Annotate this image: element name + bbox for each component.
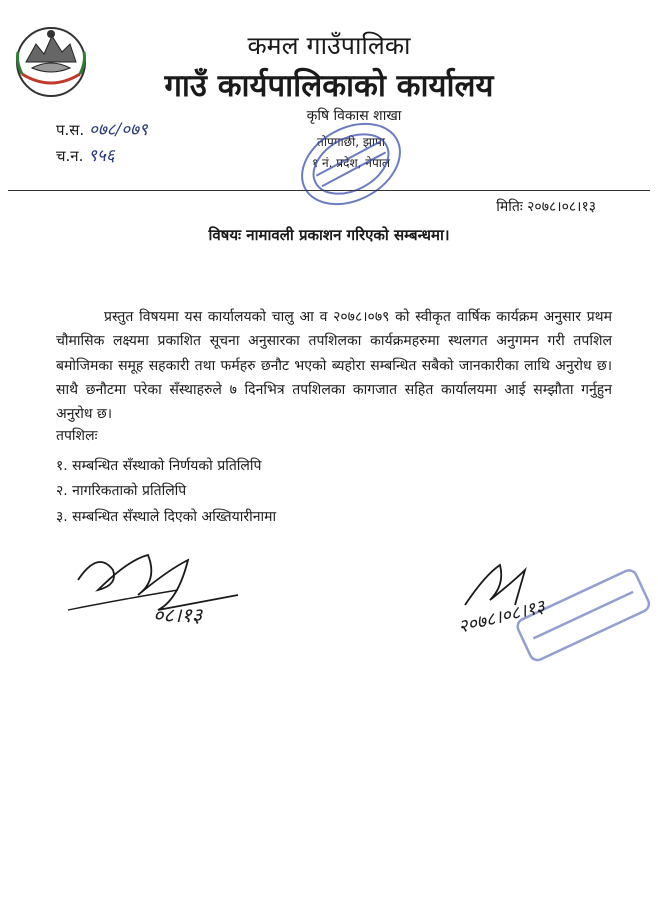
header-divider [8,190,650,191]
left-signature [58,540,248,640]
office-stamp-icon [290,112,412,216]
right-signature [455,555,595,645]
left-signature-date: ०८।१३ [153,603,203,627]
patra-value: ०७८/०७९ [88,120,148,140]
list-item: २. नागरिकताको प्रतिलिपि [56,483,187,499]
right-signature-date: २०७८।०८।१३ [456,596,548,638]
letter-date: मितिः २०७८।०८।१३ [496,199,596,215]
list-item: १. सम्बन्धित सँस्थाको निर्णयको प्रतिलिपि [56,458,262,474]
chalan-value: ९५६ [88,146,115,166]
branch-name: कृषि विकास शाखा [306,108,402,124]
office-name: गाउँ कार्यपालिकाको कार्यालय [164,68,494,104]
chalan-label: च.न. [56,147,84,165]
letter-subject: विषयः नामावली प्रकाशन गरिएको सम्बन्धमा। [208,226,450,244]
chalan-number [56,143,115,166]
body-paragraph: प्रस्तुत विषयमा यस कार्यालयको चालु आ व २०७८।०७९ को स्वीकृत वार्षिक कार्यक्रम अनुसार प्रथम चौमासिक लक्ष्यमा प्रकाशित सूचना अनुसारका तपशिलका कार्यक्रमहरुमा स्थलगत अनुगमन गरी तपशिल बमोजिमका समूह सहकारी तथा फर्महरु छनौट भएको ब्यहोरा सम्बन्धित सबैको जानकारीका लाथि अनुरोध छ। साथै छनौटमा परेका सँस्थाहरुले ७ दिनभित्र तपशिलका कागजात सहित कार्यालयमा आई सम्झौता गर्नुहुन अनुरोध छ। [56,309,612,423]
list-item: ३. सम्बन्धित सँस्थाले दिएको अख्तियारीनामा [56,509,277,525]
patra-sankhya [56,117,148,140]
municipality-name: कमल गाउँपालिका [247,31,411,60]
address-line-2: १ नं. प्रदेश, नेपाल [311,156,391,170]
list-heading: तपशिलः [56,428,98,444]
address-line-1: तोपगाछी, झापा [317,135,385,149]
patra-label: प.स. [56,121,85,139]
